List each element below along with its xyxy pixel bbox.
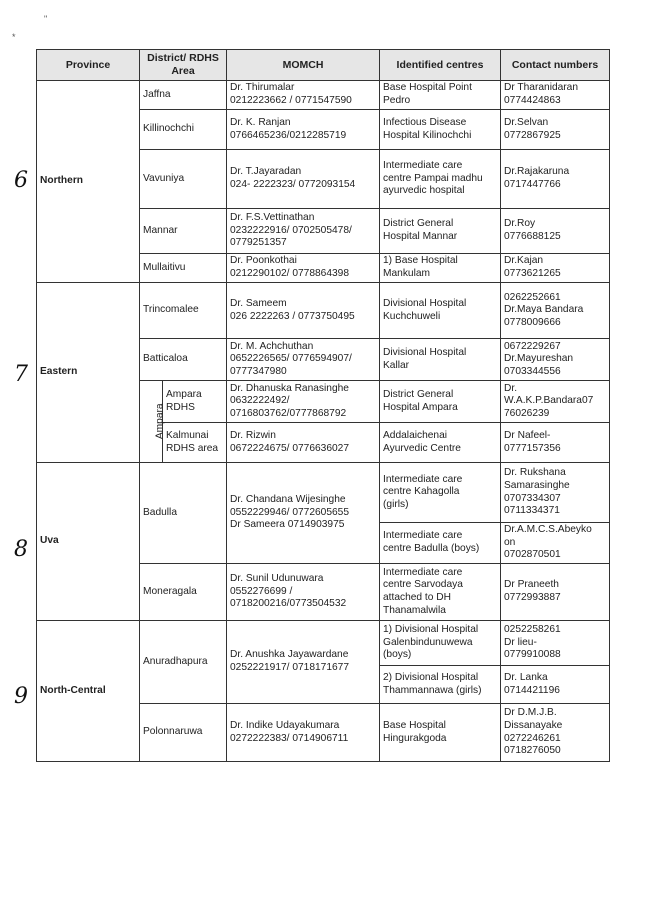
momch-cell [227,150,380,209]
cell-text-line: centre Pampai madhu [383,172,483,184]
district-cell: Vavuniya [140,150,227,209]
cell-text-line: Dr. Rukshana [504,467,566,479]
cell-text-line: Dr D.M.J.B. [504,707,557,719]
header-row [37,50,610,81]
cell-text-line: Divisional Hospital [383,346,467,358]
momch-cell [227,463,380,564]
momch-cell [227,110,380,150]
momch-cell [227,704,380,762]
cell-text-line: 024- 2222323/ 0772093154 [230,179,356,190]
centre-cell [380,423,501,463]
cell-text-line: Thammannawa (girls) [383,684,482,696]
momch-cell [227,339,380,381]
momch-cell [227,283,380,339]
cell-text-line: Dissanayake [504,719,563,731]
contact-cell [501,621,610,666]
cell-text-line: Intermediate care [383,160,463,172]
contact-cell [501,150,610,209]
district-cell: Jaffna [140,81,227,110]
cell-text-line: Intermediate care [383,530,463,542]
district-cell: Mullaitivu [140,254,227,283]
district-cell: Anuradhapura [140,621,227,704]
cell-text-line: Dr Nafeel- [504,429,551,441]
cell-text-line: 0711334371 [504,505,560,517]
centre-cell [380,666,501,704]
centre-cell [380,381,501,423]
district-cell: Polonnaruwa [140,704,227,762]
cell-text-line: Addalaichenai [383,429,448,441]
section-number-6: 6 [14,168,28,193]
header-momch: MOMCH [227,50,380,81]
cell-text-line: Kalmunai [166,429,209,441]
cell-text-line: 0778009666 [504,316,561,328]
district-cell: Trincomalee [140,283,227,339]
scan-mark: * [12,32,16,42]
cell-text-line: centre Sarvodaya [383,579,463,591]
cell-text-line: Dr. [504,382,518,394]
cell-text-line: Kallar [383,359,410,371]
cell-text-line: on [504,536,516,548]
contact-cell [501,463,610,523]
contact-cell [501,209,610,254]
cell-text-line: Dr.Kajan [504,255,544,267]
cell-text-line: Intermediate care [383,566,463,578]
contact-cell [501,523,610,564]
cell-text-line: 0714421196 [504,684,560,696]
cell-text-line: Divisional Hospital [383,297,467,309]
cell-text-line: 0652226565/ 0776594907/ [230,353,352,365]
cell-text-line: Base Hospital [383,719,446,731]
cell-text-line: 0552276699 / [230,585,293,597]
cell-text-line: 0212223662 / 0771547590 [230,95,352,106]
cell-text-line: Galenbindunuwewa [383,636,473,648]
cell-text-line: Dr. K. Ranjan [230,116,291,128]
cell-text-line: Thanamalwila [383,604,446,616]
province-cell: Uva [37,463,140,621]
cell-text-line: Dr. Chandana Wijesinghe [230,494,346,506]
district-cell: Badulla [140,463,227,564]
table-row [37,463,610,523]
cell-text-line: Dr.Maya Bandara [504,304,584,316]
cell-text-line: Dr. Dhanuska Ranasinghe [230,382,349,394]
cell-text-line: Dr.Rajakaruna [504,166,570,178]
cell-text-line: Dr.Mayureshan [504,353,574,365]
cell-text-line: 0272246261 [504,732,561,744]
cell-text-line: 0552229946/ 0772605655 [230,506,349,518]
cell-text-line: 0262252661 [504,291,561,303]
cell-text-line: Hospital Mannar [383,231,458,242]
cell-text-line: Base Hospital Point [383,82,472,94]
cell-text-line: Dr Praneeth [504,579,559,591]
cell-text-line: Samarasinghe [504,479,570,491]
contact-cell [501,283,610,339]
cell-text-line: 0717447766 [504,179,561,190]
cell-text-line: (boys) [383,649,412,661]
cell-text-line: Dr. Lanka [504,671,548,683]
district-cell [163,381,227,423]
cell-text-line: 2) Divisional Hospital [383,671,479,683]
cell-text-line: 0702870501 [504,549,561,561]
cell-text-line: 0707334307 [504,492,561,504]
cell-text-line: Dr. Sameem [230,297,287,309]
contact-cell [501,666,610,704]
cell-text-line: Dr. M. Achchuthan [230,340,314,352]
table-row [37,283,610,339]
momch-cell [227,254,380,283]
district-cell: Batticaloa [140,339,227,381]
cell-text-line: 76026239 [504,407,550,419]
header-province: Province [37,50,140,81]
cell-text-line: centre Kahagolla [383,486,460,498]
header-centres: Identified centres [380,50,501,81]
cell-text-line: RDHS [166,401,195,413]
cell-text-line: Dr. Rizwin [230,429,276,441]
header-contacts: Contact numbers [501,50,610,81]
cell-text-line: 0252221917/ 0718171677 [230,662,349,673]
cell-text-line: Dr Sameera 0714903975 [230,519,345,531]
table-row [37,81,610,110]
cell-text-line: RDHS area [166,442,219,454]
scan-mark: " [44,14,48,24]
centre-cell [380,81,501,110]
centre-cell [380,110,501,150]
cell-text-line: Dr. T.Jayaradan [230,166,302,178]
cell-text-line: Ampara [166,388,202,400]
contact-cell [501,423,610,463]
cell-text-line: Kuchchuweli [383,310,441,322]
centre-cell [380,150,501,209]
cell-text-line: 0772867925 [504,129,561,141]
momch-cell [227,209,380,254]
cell-text-line: 0716803762/0777868792 [230,407,347,419]
cell-text-line: 0632222492/ [230,395,290,407]
contact-cell [501,339,610,381]
contact-cell [501,381,610,423]
cell-text-line: Dr.A.M.C.S.Abeyko [504,524,592,536]
centre-cell [380,463,501,523]
province-cell: Northern [37,81,140,283]
ampara-group-label: Ampara [154,403,166,440]
district-cell: Killinochchi [140,110,227,150]
cell-text-line: Ayurvedic Centre [383,442,461,454]
cell-text-line: Mankulam [383,268,431,279]
district-cell: Mannar [140,209,227,254]
cell-text-line: Dr Tharanidaran [504,82,579,94]
centre-cell [380,564,501,621]
header-district: District/ RDHS Area [140,50,227,81]
cell-text-line: District General [383,218,454,230]
cell-text-line: 1) Divisional Hospital [383,624,479,636]
cell-text-line: 0779910088 [504,649,561,661]
cell-text-line: Dr lieu- [504,636,537,648]
momch-cell [227,381,380,423]
cell-text-line: 0718276050 [504,745,561,757]
centre-cell [380,254,501,283]
centre-cell [380,339,501,381]
cell-text-line: Dr. Indike Udayakumara [230,719,340,731]
cell-text-line: centre Badulla (boys) [383,543,480,554]
contact-cell [501,110,610,150]
cell-text-line: Dr.Roy [504,218,536,230]
centres-table [36,49,610,762]
cell-text-line: Hingurakgoda [383,732,447,744]
section-number-8: 8 [14,537,28,562]
contact-cell [501,81,610,110]
cell-text-line: Dr. Sunil Udunuwara [230,573,324,585]
cell-text-line: Dr.Selvan [504,116,549,128]
cell-text-line: 026 2222263 / 0773750495 [230,310,355,322]
table-row [37,621,610,666]
cell-text-line: 0774424863 [504,95,561,106]
province-cell: North-Central [37,621,140,762]
cell-text-line: Dr. F.S.Vettinathan [230,212,315,224]
cell-text-line: 0766465236/0212285719 [230,129,347,141]
cell-text-line: Dr. Poonkothai [230,255,297,267]
cell-text-line: 0212290102/ 0778864398 [230,268,349,279]
cell-text-line: 0773621265 [504,268,561,279]
cell-text-line: Hospital Kilinochchi [383,129,472,141]
cell-text-line: 0779251357 [230,237,287,249]
cell-text-line: 1) Base Hospital [383,255,458,267]
district-cell [163,423,227,463]
cell-text-line: (girls) [383,498,409,510]
cell-text-line: 0252258261 [504,624,561,636]
momch-cell [227,81,380,110]
centre-cell [380,209,501,254]
momch-cell [227,423,380,463]
ampara-group-cell [140,381,166,463]
district-cell: Moneragala [140,564,227,621]
contact-cell [501,704,610,762]
cell-text-line: 0772993887 [504,592,561,603]
cell-text-line: Intermediate care [383,473,463,485]
contact-cell [501,564,610,621]
centre-cell [380,704,501,762]
cell-text-line: Dr. Anushka Jayawardane [230,649,349,661]
cell-text-line: Hospital Ampara [383,401,458,413]
cell-text-line: 0777157356 [504,442,561,454]
section-number-9: 9 [14,684,28,709]
cell-text-line: 0718200216/0773504532 [230,598,347,610]
contact-cell [501,254,610,283]
centre-cell [380,283,501,339]
cell-text-line: 0672224675/ 0776636027 [230,442,349,454]
cell-text-line: attached to DH [383,592,451,603]
cell-text-line: ayurvedic hospital [383,185,465,197]
cell-text-line: 0703344556 [504,365,561,377]
cell-text-line: 0776688125 [504,231,561,242]
cell-text-line: Pedro [383,95,411,106]
cell-text-line: 0672229267 [504,340,561,352]
cell-text-line: Infectious Disease [383,116,467,128]
cell-text-line: 0777347980 [230,365,287,377]
centre-cell [380,523,501,564]
momch-cell [227,564,380,621]
momch-cell [227,621,380,704]
cell-text-line: District General [383,388,454,400]
cell-text-line: Dr. Thirumalar [230,82,295,94]
cell-text-line: 0232222916/ 0702505478/ [230,224,352,236]
province-cell: Eastern [37,283,140,463]
cell-text-line: 0272222383/ 0714906711 [230,732,349,744]
section-number-7: 7 [14,362,28,387]
centre-cell [380,621,501,666]
cell-text-line: W.A.K.P.Bandara07 [504,395,594,407]
